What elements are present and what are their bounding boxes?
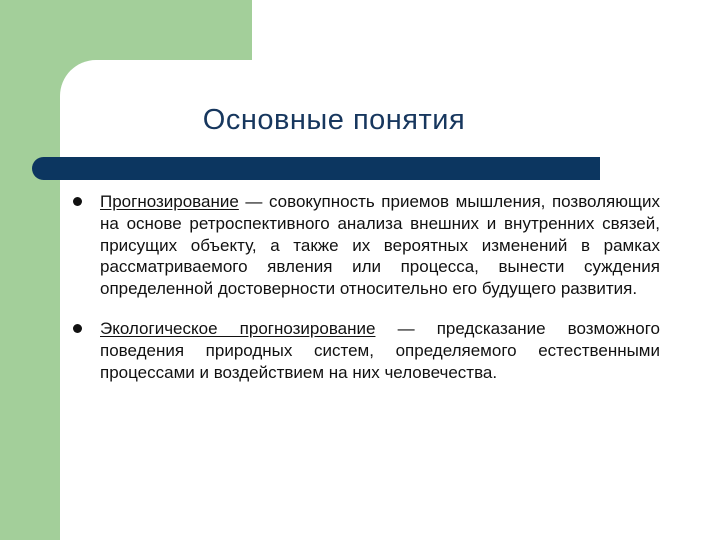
title-underline-bar bbox=[32, 157, 600, 180]
bullet-icon bbox=[73, 197, 82, 206]
definitions-list bbox=[60, 191, 660, 383]
term-ecological-forecasting: Экологическое прогнозирование bbox=[100, 318, 376, 338]
term-forecasting: Прогнозирование bbox=[100, 192, 239, 211]
definition-ecological-forecasting bbox=[60, 318, 660, 383]
slide-title: Основные понятия bbox=[202, 104, 466, 136]
definition-ecological-forecasting-text: — предсказание возможного поведения природных систем, определяемого естественными процессами и воздействием на них человечества. bbox=[100, 318, 660, 382]
definition-forecasting bbox=[60, 191, 660, 300]
bullet-icon bbox=[73, 324, 82, 333]
definition-forecasting-text: — совокупность приемов мышления, позволяющих на основе ретроспективного анализа внешних и внутренних связей, присущих объекту, а также их вероятных изменений в рамках рассматриваемого явления или процесса, вынести суждения определенной достоверности относительно его будущего развития. bbox=[100, 192, 660, 299]
